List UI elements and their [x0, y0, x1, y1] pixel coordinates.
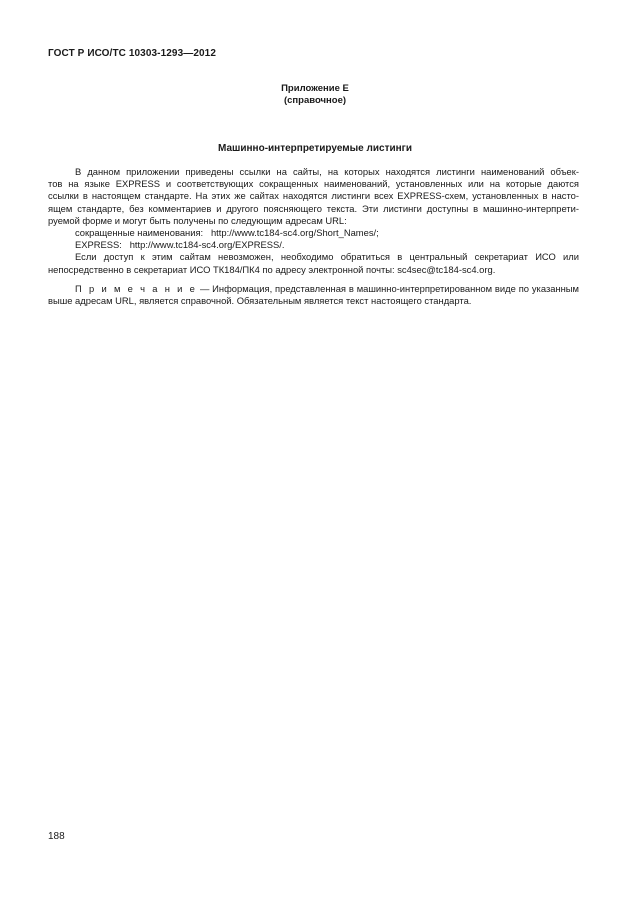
- short-names-url-link[interactable]: сокращенные наименования: http://www.tc184-sc4.org/Short_Names/;: [75, 226, 379, 238]
- page-number: 188: [48, 831, 65, 842]
- paragraph-line: тов на языке EXPRESS и соответствующих сокращенных наименований, установленных или на которые даются: [48, 178, 579, 190]
- appendix-title: Приложение Е: [281, 83, 349, 94]
- appendix-subtitle: (справочное): [283, 95, 347, 106]
- note-line: выше адресам URL, является справочной. Обязательным является текст настоящего стандарта.: [48, 295, 472, 307]
- paragraph-line: ссылки в настоящем стандарте. На этих же сайтах находятся листинги всех EXPRESS-схем, установленных в насто-: [48, 190, 579, 202]
- section-title: Машинно-интерпретируемые листинги: [218, 143, 412, 154]
- express-url-link[interactable]: EXPRESS: http://www.tc184-sc4.org/EXPRESS/.: [75, 239, 285, 251]
- note-text: — Информация, представленная в машинно-интерпретированном виде по указанным: [197, 283, 579, 294]
- note-label: П р и м е ч а н и е: [75, 283, 198, 294]
- paragraph-intro: [48, 166, 579, 276]
- paragraph-line: ящем стандарте, без комментариев и другого поясняющего текста. Эти листинги доступны в машинно-интерпрети-: [48, 202, 579, 214]
- note-line: [48, 283, 579, 295]
- document-header: ГОСТ Р ИСО/ТС 10303-1293—2012: [48, 48, 216, 59]
- note-block: [48, 283, 579, 307]
- paragraph-line: Если доступ к этим сайтам невозможен, необходимо обратиться в центральный секретариат ИСО или: [75, 251, 579, 263]
- paragraph-line: руемой форме и могут быть получены по следующим адресам URL:: [48, 214, 347, 226]
- paragraph-line: В данном приложении приведены ссылки на сайты, на которых находятся листинги наименований объек-: [75, 166, 579, 177]
- contact-email-line: непосредственно в секретариат ИСО ТК184/ПК4 по адресу электронной почты: sc4sec@tc184-sc4.org.: [48, 263, 496, 275]
